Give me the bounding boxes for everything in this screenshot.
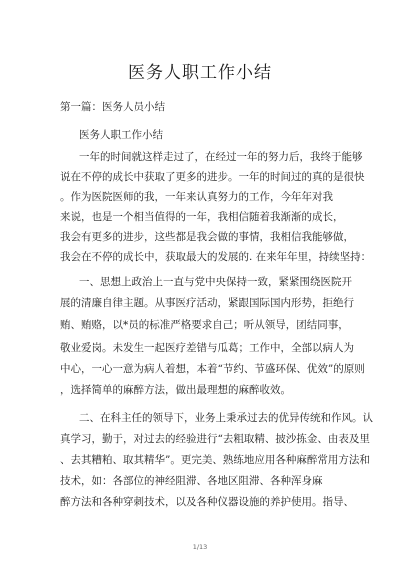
document-title: 医务人职工作小结 <box>128 63 272 83</box>
body-line: 技术，如：各部位的神经阻滞、各地区阻滞、各种浑身麻 <box>60 475 323 487</box>
body-line: 一、思想上政治上一直与党中央保持一致，紧紧围绕医院开 <box>79 276 352 288</box>
body-line: 敬业爱岗。未发生一起医疗差错与瓜葛；工作中，全部以病人为 <box>60 342 354 354</box>
body-line: 真学习，勤于，对过去的经验进行“去粗取精、披沙拣金、由表及里 <box>60 433 370 445</box>
body-line: ，选择简单的麻醉方法，做出最理想的麻醉收效。 <box>60 384 291 396</box>
body-line: 我会在不停的成长中，获取最大的发展的. 在来年年里，持续坚持： <box>60 251 372 263</box>
body-line: 醉方法和各种穿刺技术，以及各种仪器设施的养护使用。指导、 <box>60 496 354 508</box>
body-line: 、去其糟粕、取其精华”。更完美、熟练地应用各种麻醉常用方法和 <box>60 454 370 466</box>
body-line: 说在不停的成长中获取了更多的进步。一年的时间过的真的是很快 <box>60 171 365 183</box>
section-title: 第一篇：医务人员小结 <box>60 101 165 113</box>
body-line: 。作为医院医师的我，一年来认真努力的工作，今年年对我 <box>60 191 333 203</box>
page-number: 1/13 <box>192 543 208 551</box>
body-line: 来说，也是一个相当值得的一年，我相信随着我渐渐的成长， <box>60 211 344 223</box>
body-line: 我会有更多的进步，这些都是我会做的事情，我相信我能够做， <box>60 231 354 243</box>
body-line: 一年的时间就这样走过了，在经过一年的努力后，我终于能够 <box>79 151 363 163</box>
body-line: 展的清廉自律主题。从事医疗活动，紧跟国际国内形势，拒绝行 <box>60 297 354 309</box>
body-line: 中心，一心一意为病人着想，本着“节约、节盛环保、优效”的原则 <box>60 363 365 375</box>
document-subtitle: 医务人职工作小结 <box>79 129 163 141</box>
body-line: 贿、贿赂，以*员的标准严格要求自己；听从领导，团结同事， <box>60 319 349 331</box>
body-line: 二、在科主任的领导下，业务上秉承过去的优异传统和作风。认 <box>79 412 373 424</box>
